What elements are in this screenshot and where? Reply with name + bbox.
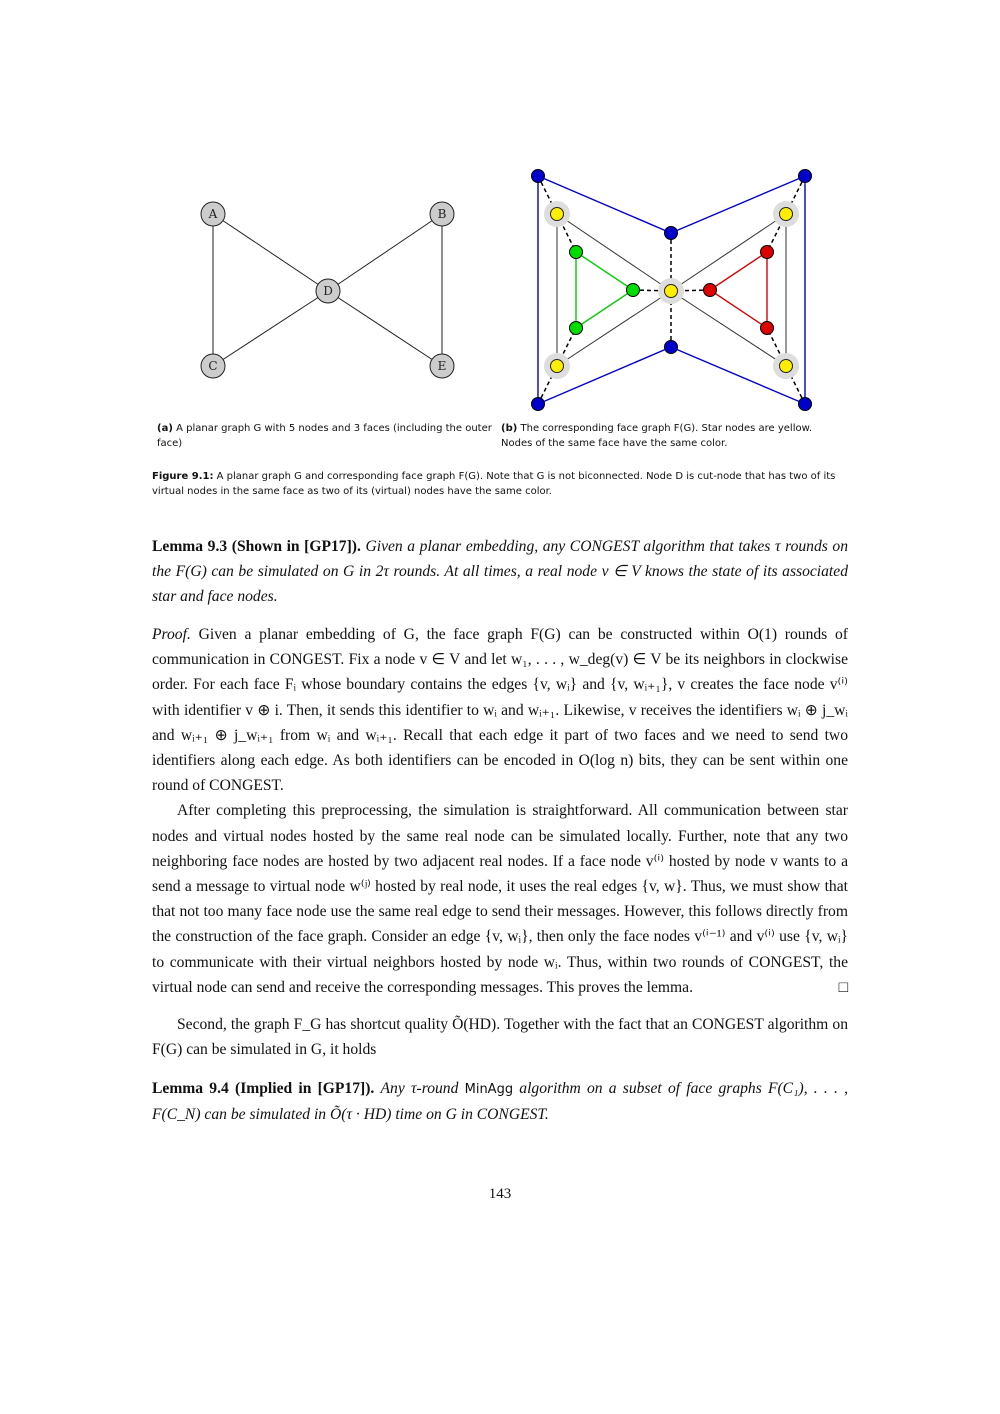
figure-b-face-graph xyxy=(520,160,850,420)
face-node-red xyxy=(761,322,774,335)
face-node-red xyxy=(761,246,774,259)
minagg-label: MinAgg xyxy=(464,1082,514,1097)
lemma-9-3-statement: Given a planar embedding, any CONGEST algorithm that takes τ rounds on the F(G) can be simulated on G in 2τ rounds. At all times, a real node v ∈ V knows the state of its associated star and face nodes. xyxy=(152,538,849,606)
star-node-e xyxy=(780,360,793,373)
lemma-9-3-title: Lemma 9.3 xyxy=(152,538,228,555)
green-face-cycle xyxy=(576,252,633,328)
face-node-green xyxy=(570,322,583,335)
subcaption-a-tag: (a) xyxy=(157,423,173,434)
figure-caption-text: A planar graph G and corresponding face graph F(G). Note that G is not biconnected. Node D is cut-node that has two of its virtual nodes in the same face as two of its (virtual) nodes have the same color. xyxy=(152,471,836,497)
subcaption-b xyxy=(501,421,846,451)
star-node-a xyxy=(551,208,564,221)
lemma-9-4-statement-pre: Any τ-round xyxy=(380,1080,459,1097)
edge-a-d xyxy=(213,214,328,291)
face-node-blue xyxy=(799,398,812,411)
proof xyxy=(152,622,848,1000)
face-node-red xyxy=(704,284,717,297)
edge-c-d xyxy=(213,291,328,366)
face-node-blue xyxy=(532,398,545,411)
lemma-9-3-source: (Shown in [GP17]). xyxy=(231,538,361,555)
subcaption-a-text: A planar graph G with 5 nodes and 3 faces (including the outer face) xyxy=(157,423,492,449)
lemma-9-4-title: Lemma 9.4 xyxy=(152,1080,229,1097)
node-b-label: B xyxy=(437,207,447,221)
subcaption-a xyxy=(157,421,497,451)
figure-a-graph xyxy=(150,160,490,420)
star-node-d xyxy=(665,285,678,298)
face-node-blue xyxy=(799,170,812,183)
paragraph-shortcut-quality xyxy=(152,1012,848,1062)
face-node-blue xyxy=(665,341,678,354)
star-node-c xyxy=(551,360,564,373)
page-number: 143 xyxy=(488,1186,512,1202)
face-node-blue xyxy=(665,227,678,240)
figure-caption-tag: Figure 9.1: xyxy=(152,471,214,482)
figure-caption xyxy=(152,469,848,499)
node-e-label: E xyxy=(437,359,447,373)
node-d-label: D xyxy=(323,284,333,298)
node-c-label: C xyxy=(208,359,218,373)
lemma-9-4-statement-post: algorithm on a subset of face graphs F(C₁), . . . , F(C_N) can be simulated in Õ(τ · HD) time on G in CONGEST. xyxy=(152,1080,848,1124)
paragraph-shortcut-text: Second, the graph F_G has shortcut quality Õ(HD). Together with the fact that an CONGEST algorithm on F(G) can be simulated in G, it holds xyxy=(152,1016,848,1059)
subcaption-b-tag: (b) xyxy=(501,423,518,434)
proof-label: Proof. xyxy=(152,626,191,643)
proof-p1-text: Given a planar embedding of G, the face graph F(G) can be constructed within O(1) rounds of communication in CONGEST. Fix a node v ∈ V and let w₁, . . . , w_deg(v) ∈ V be its neighbors in clockwise order. For each face Fᵢ whose boundary contains the edges {v, wᵢ} and {v, wᵢ₊₁}, v creates the face node v⁽ⁱ⁾ with identifier v ⊕ i. Then, it sends this identifier to wᵢ and wᵢ₊₁. Likewise, v receives the identifiers wᵢ ⊕ j_wᵢ and wᵢ₊₁ ⊕ j_wᵢ₊₁ from wᵢ and wᵢ₊₁. Recall that each edge it part of two faces and we need to send two identifiers along each edge. As both identifiers can be encoded in O(log n) bits, they can be sent within one round of CONGEST. xyxy=(152,626,848,795)
proof-paragraph-1 xyxy=(152,622,848,798)
figure-9-1 xyxy=(150,160,850,420)
red-face-cycle xyxy=(710,252,767,328)
lemma-9-4 xyxy=(152,1076,848,1127)
edge-e-d xyxy=(328,291,442,366)
face-node-blue xyxy=(532,170,545,183)
edge-b-d xyxy=(328,214,442,291)
face-node-green xyxy=(570,246,583,259)
subcaption-b-text: The corresponding face graph F(G). Star nodes are yellow. Nodes of the same face have the same color. xyxy=(501,423,813,449)
qed-symbol: □ xyxy=(838,978,848,996)
star-node-b xyxy=(780,208,793,221)
node-a-label: A xyxy=(208,207,218,221)
lemma-9-3 xyxy=(152,534,848,610)
lemma-9-4-source: (Implied in [GP17]). xyxy=(235,1080,375,1097)
proof-p2-text: After completing this preprocessing, the simulation is straightforward. All communication between star nodes and virtual nodes hosted by the same real node can be simulated locally. Further, note that any two neighboring face nodes are hosted by two adjacent real nodes. If a face node v⁽ⁱ⁾ hosted by node v wants to a send a message to virtual node w⁽ʲ⁾ hosted by real node, it uses the real edges {v, w}. Thus, we must show that that not too many face node use the same real edge to send their messages. However, this follows directly from the construction of the face graph. Consider an edge {v, wᵢ}, then only the face nodes v⁽ⁱ⁻¹⁾ and v⁽ⁱ⁾ use {v, wᵢ} to communicate with their virtual neighbors hosted by node wᵢ. Thus, within two rounds of CONGEST, the virtual node can send and receive the corresponding messages. This proves the lemma. xyxy=(152,802,848,996)
face-node-green xyxy=(627,284,640,297)
proof-paragraph-2 xyxy=(152,798,848,1000)
